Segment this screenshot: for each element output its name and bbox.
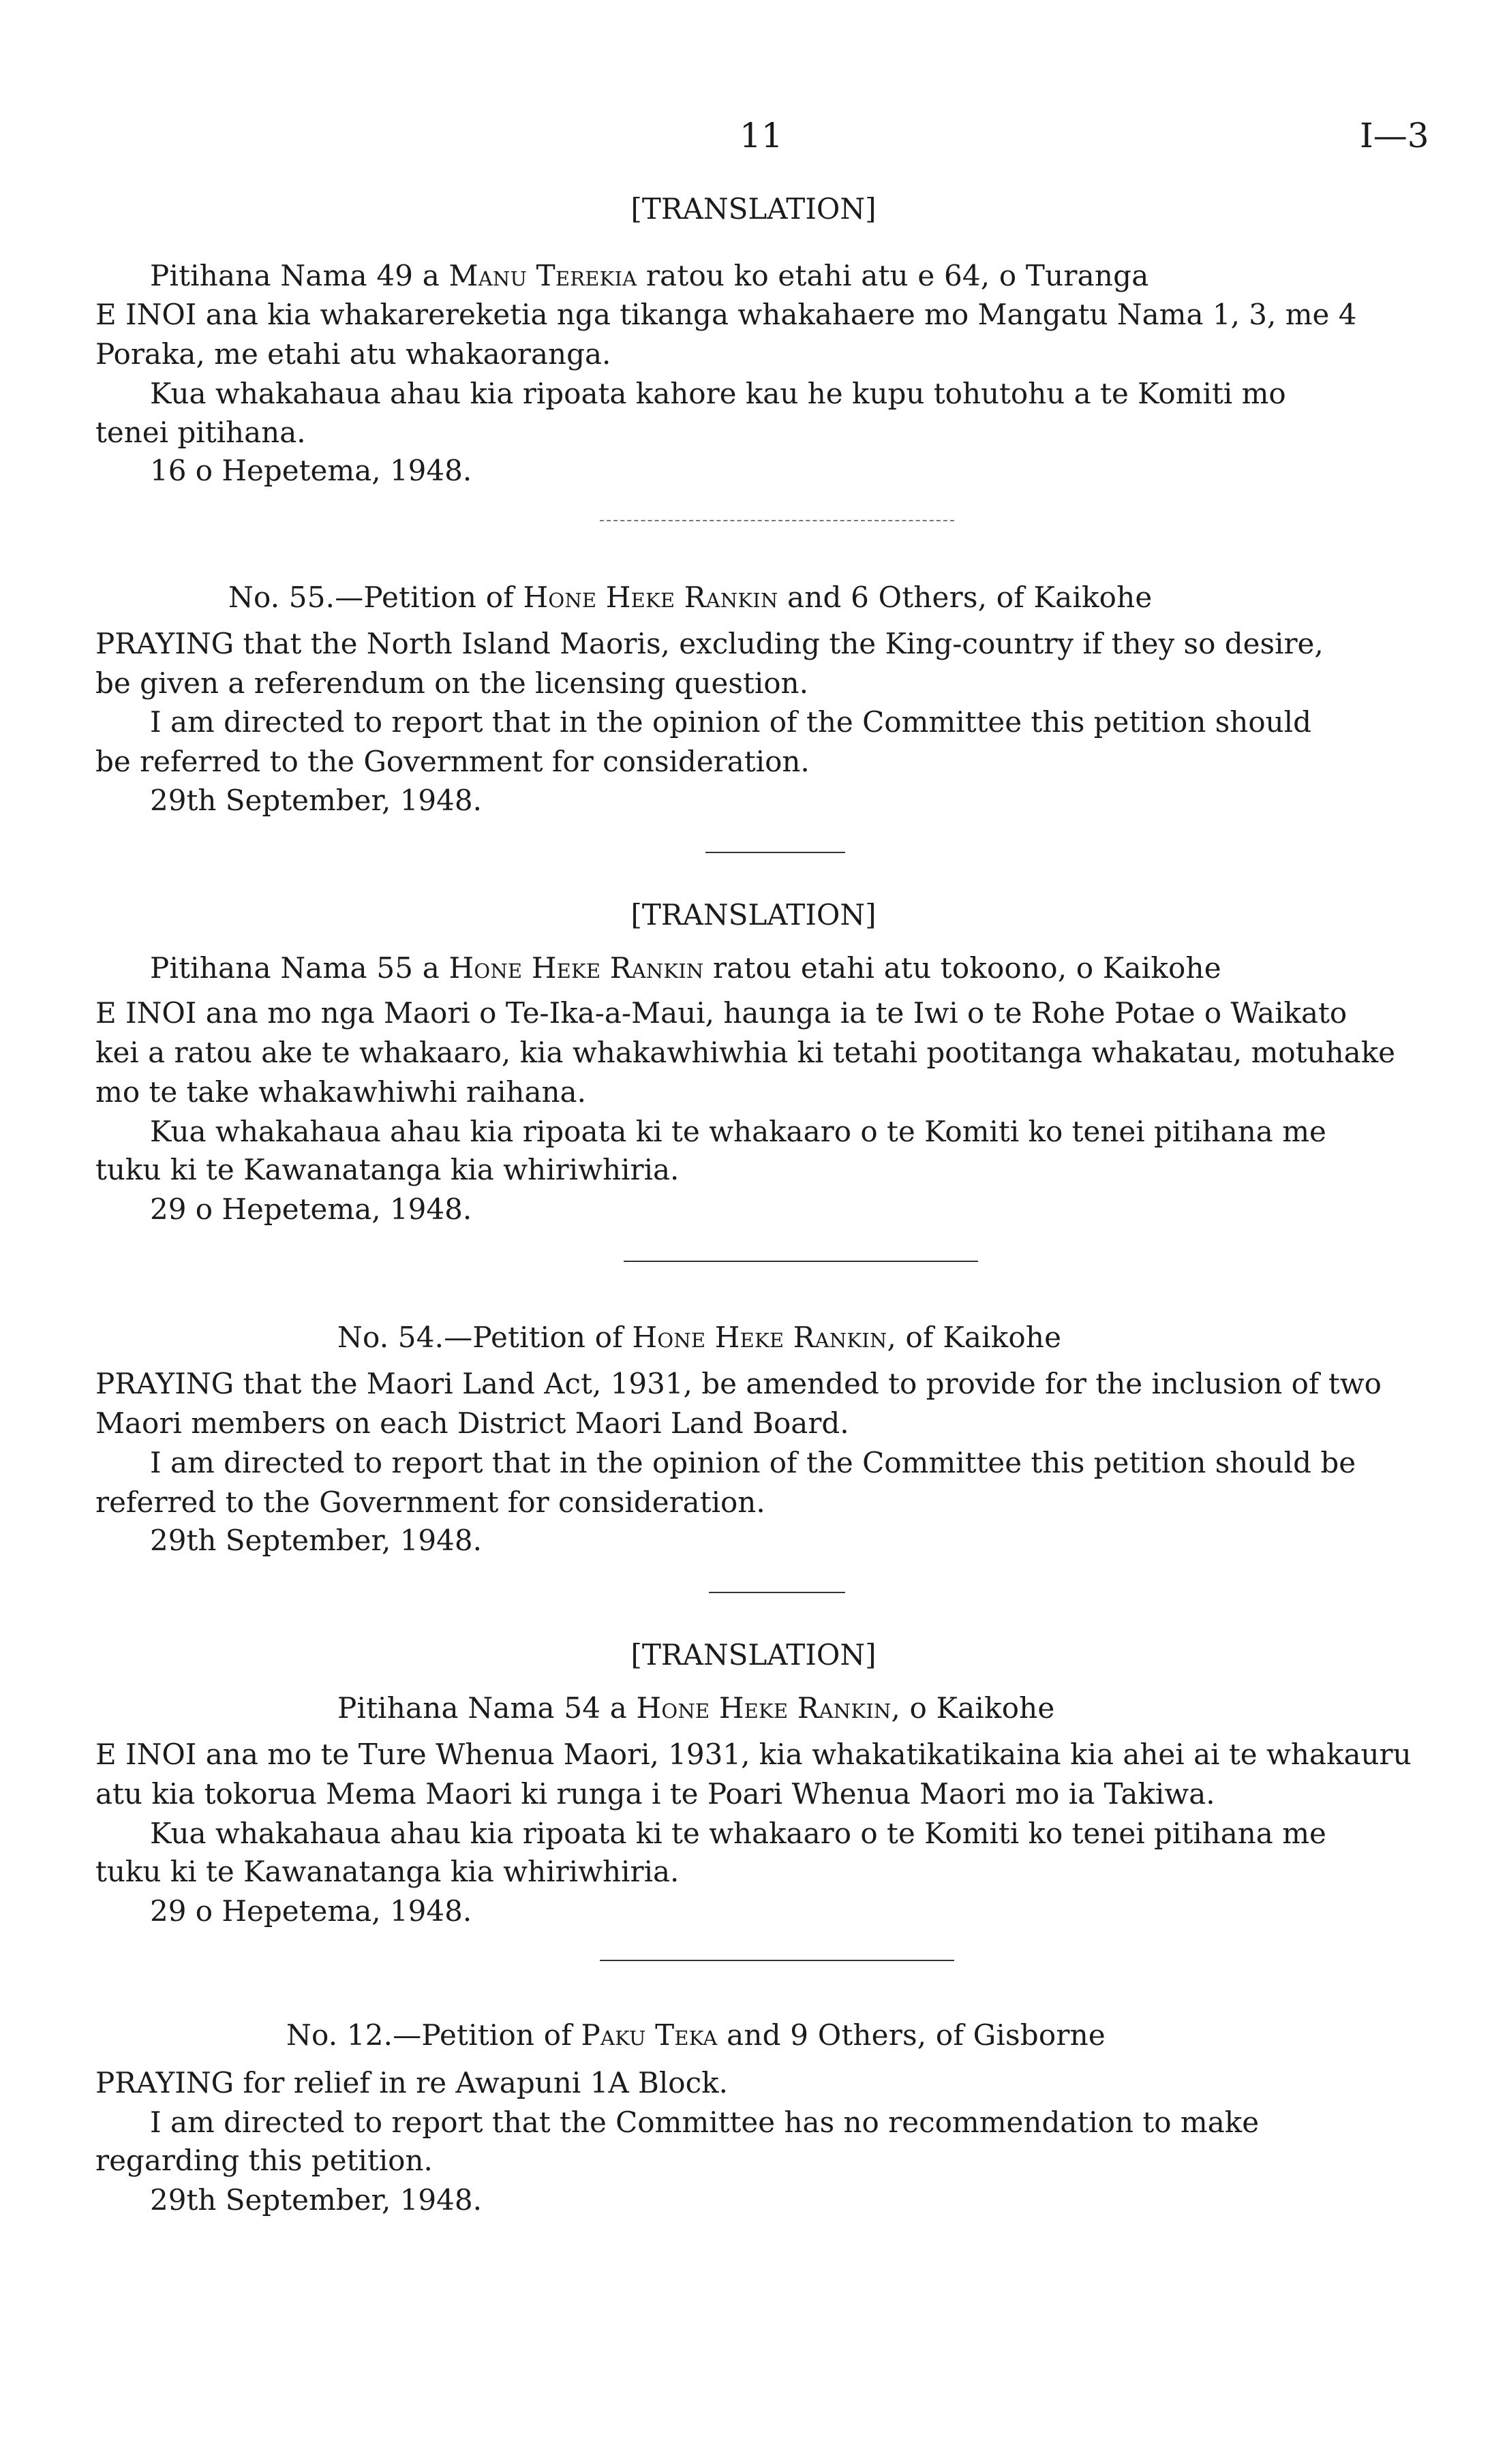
- petition-title: No. 54.—Petition of Hone Heke Rankin, of Kaikohe: [337, 1321, 1062, 1354]
- page-number: 11: [740, 116, 783, 155]
- body-line: tuku ki te Kawanatanga kia whiriwhiria.: [95, 1855, 680, 1888]
- petition-title: Pitihana Nama 55 a Hone Heke Rankin ratou etahi atu tokoono, o Kaikohe: [150, 951, 1221, 985]
- body-line: be referred to the Government for consideration.: [95, 745, 810, 778]
- body-line: Maori members on each District Maori Land Board.: [95, 1406, 849, 1440]
- date-line: 16 o Hepetema, 1948.: [150, 454, 472, 487]
- body-line: tuku ki te Kawanatanga kia whiriwhiria.: [95, 1153, 680, 1186]
- section-divider: [600, 520, 954, 521]
- section-divider: [709, 1592, 845, 1593]
- body-line: E INOI ana kia whakarereketia nga tikanga whakahaere mo Mangatu Nama 1, 3, me 4: [95, 298, 1357, 331]
- body-line: I am directed to report that the Committee has no recommendation to make: [150, 2106, 1260, 2139]
- date-line: 29 o Hepetema, 1948.: [150, 1894, 472, 1928]
- petition-title: Pitihana Nama 49 a Manu Terekia ratou ko etahi atu e 64, o Turanga: [150, 259, 1149, 292]
- body-line: mo te take whakawhiwhi raihana.: [95, 1075, 586, 1109]
- body-line: referred to the Government for consideration.: [95, 1485, 765, 1519]
- date-line: 29th September, 1948.: [150, 2183, 482, 2217]
- body-line: tenei pitihana.: [95, 416, 306, 449]
- body-line: E INOI ana mo te Ture Whenua Maori, 1931, kia whakatikatikaina kia ahei ai te whakauru: [95, 1738, 1412, 1771]
- body-line: PRAYING that the North Island Maoris, excluding the King-country if they so desire,: [95, 627, 1324, 660]
- body-line: E INOI ana mo nga Maori o Te-Ika-a-Maui, haunga ia te Iwi o te Rohe Potae o Waikato: [95, 996, 1348, 1030]
- translation-heading: [TRANSLATION]: [630, 898, 877, 931]
- body-line: I am directed to report that in the opinion of the Committee this petition should be: [150, 1446, 1356, 1479]
- body-line: Poraka, me etahi atu whakaoranga.: [95, 337, 611, 371]
- body-line: I am directed to report that in the opinion of the Committee this petition should: [150, 705, 1311, 739]
- body-line: PRAYING for relief in re Awapuni 1A Block.: [95, 2066, 728, 2099]
- body-line: kei a ratou ake te whakaaro, kia whakawhiwhia ki tetahi pootitanga whakatau, motuhake: [95, 1036, 1396, 1069]
- document-reference: I—3: [1360, 116, 1429, 155]
- date-line: 29th September, 1948.: [150, 784, 482, 817]
- section-divider: [600, 1960, 954, 1961]
- body-line: Kua whakahaua ahau kia ripoata kahore kau he kupu tohutohu a te Komiti mo: [150, 377, 1286, 410]
- petition-title: Pitihana Nama 54 a Hone Heke Rankin, o Kaikohe: [337, 1691, 1055, 1725]
- petition-title: No. 12.—Petition of Paku Teka and 9 Others, of Gisborne: [286, 2018, 1106, 2052]
- body-line: PRAYING that the Maori Land Act, 1931, be amended to provide for the inclusion of two: [95, 1367, 1382, 1400]
- body-line: regarding this petition.: [95, 2144, 433, 2177]
- translation-heading: [TRANSLATION]: [630, 1638, 877, 1672]
- body-line: atu kia tokorua Mema Maori ki runga i te Poari Whenua Maori mo ia Takiwa.: [95, 1777, 1215, 1811]
- translation-heading: [TRANSLATION]: [630, 192, 877, 226]
- section-divider: [624, 1261, 978, 1262]
- body-line: Kua whakahaua ahau kia ripoata ki te whakaaro o te Komiti ko tenei pitihana me: [150, 1115, 1326, 1148]
- body-line: Kua whakahaua ahau kia ripoata ki te whakaaro o te Komiti ko tenei pitihana me: [150, 1817, 1326, 1850]
- petition-title: No. 55.—Petition of Hone Heke Rankin and 6 Others, of Kaikohe: [228, 581, 1153, 614]
- date-line: 29th September, 1948.: [150, 1524, 482, 1557]
- date-line: 29 o Hepetema, 1948.: [150, 1192, 472, 1226]
- section-divider: [705, 852, 845, 853]
- body-line: be given a referendum on the licensing question.: [95, 666, 808, 700]
